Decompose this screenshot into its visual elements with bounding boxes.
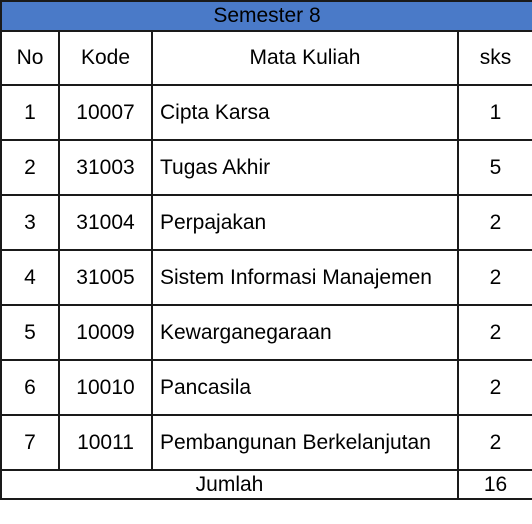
total-row: [1, 470, 532, 499]
cell-kode: 31004: [59, 195, 152, 250]
cell-no: 3: [1, 195, 59, 250]
cell-mata-kuliah: Pembangunan Berkelanjutan: [152, 415, 458, 470]
cell-kode: 10010: [59, 360, 152, 415]
header-sks: sks: [458, 31, 532, 85]
cell-kode: 10011: [59, 415, 152, 470]
cell-no: 6: [1, 360, 59, 415]
cell-sks: 2: [458, 250, 532, 305]
table-row: [1, 250, 532, 305]
table-row: [1, 85, 532, 140]
cell-sks: 1: [458, 85, 532, 140]
table-row: [1, 305, 532, 360]
cell-no: 1: [1, 85, 59, 140]
cell-no: 5: [1, 305, 59, 360]
cell-no: 4: [1, 250, 59, 305]
table-row: [1, 360, 532, 415]
table-header-row: [1, 31, 532, 85]
table-row: [1, 195, 532, 250]
cell-kode: 10007: [59, 85, 152, 140]
cell-sks: 2: [458, 195, 532, 250]
cell-mata-kuliah: Pancasila: [152, 360, 458, 415]
cell-mata-kuliah: Sistem Informasi Manajemen: [152, 250, 458, 305]
total-sks: 16: [458, 470, 532, 499]
cell-sks: 2: [458, 305, 532, 360]
cell-kode: 10009: [59, 305, 152, 360]
cell-mata-kuliah: Perpajakan: [152, 195, 458, 250]
semester-title: Semester 8: [1, 1, 532, 31]
cell-mata-kuliah: Kewarganegaraan: [152, 305, 458, 360]
cell-kode: 31003: [59, 140, 152, 195]
header-no: No: [1, 31, 59, 85]
table-row: [1, 415, 532, 470]
cell-sks: 2: [458, 415, 532, 470]
total-label: Jumlah: [1, 470, 458, 499]
table-title-row: [1, 1, 532, 31]
cell-mata-kuliah: Cipta Karsa: [152, 85, 458, 140]
cell-mata-kuliah: Tugas Akhir: [152, 140, 458, 195]
header-mata-kuliah: Mata Kuliah: [152, 31, 458, 85]
cell-no: 7: [1, 415, 59, 470]
header-kode: Kode: [59, 31, 152, 85]
cell-kode: 31005: [59, 250, 152, 305]
cell-sks: 2: [458, 360, 532, 415]
cell-no: 2: [1, 140, 59, 195]
cell-sks: 5: [458, 140, 532, 195]
table-row: [1, 140, 532, 195]
